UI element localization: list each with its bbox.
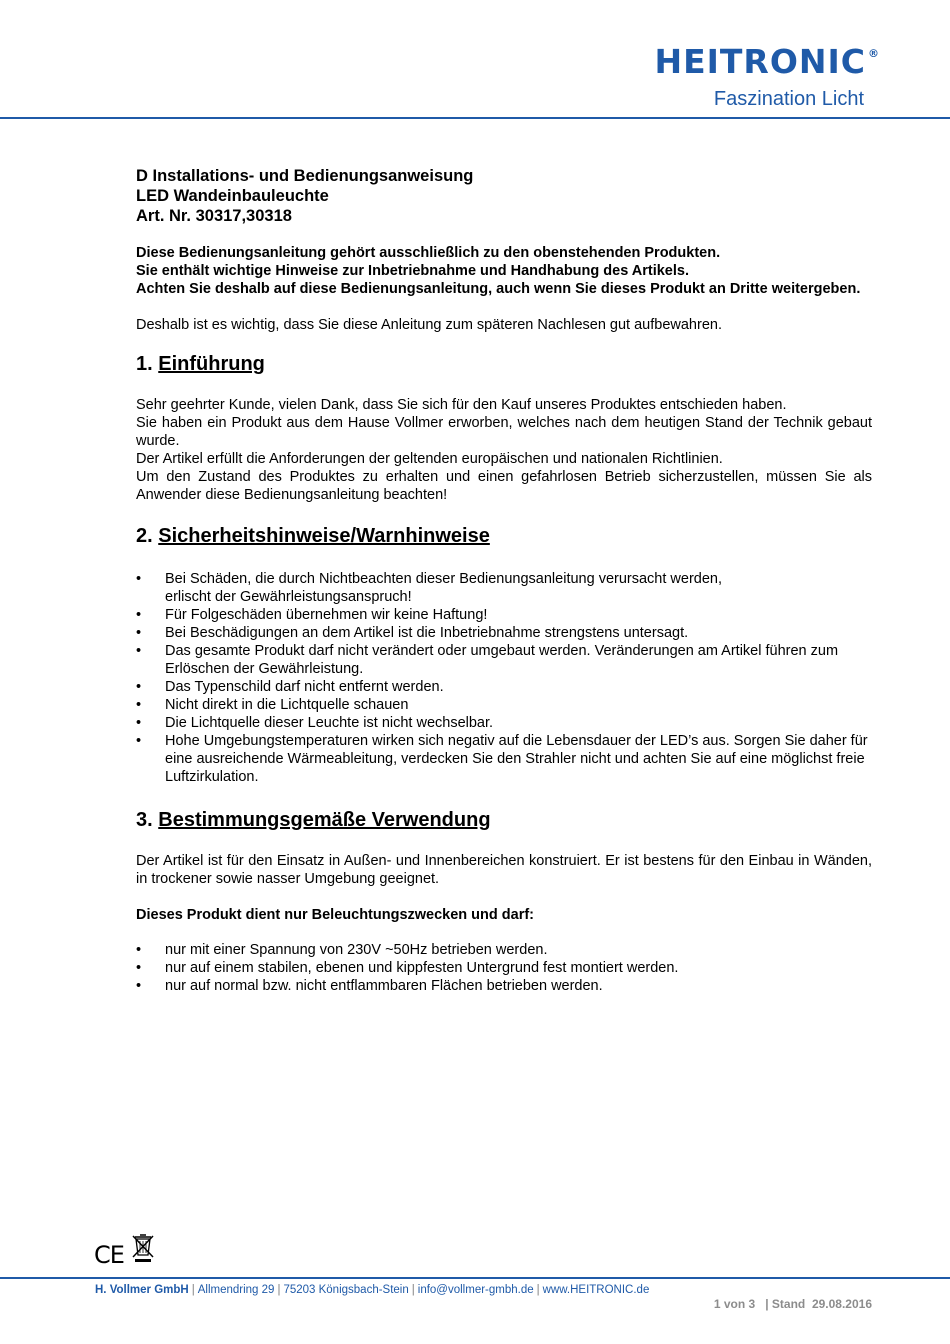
heitronic-logo [654,44,880,110]
section-2-heading: 2. Sicherheitshinweise/Warnhinweise [136,525,490,547]
list-item: • nur mit einer Spannung von 230V ~50Hz betrieben werden. [136,941,872,959]
registered-mark: ® [868,47,880,60]
stand-label: | Stand [765,1297,806,1311]
safety-list [136,570,872,786]
certification-marks [94,1234,154,1267]
intro-note: Deshalb ist es wichtig, dass Sie diese Anleitung zum späteren Nachlesen gut aufbewahren. [136,317,722,333]
list-item: • nur auf normal bzw. nicht entflammbaren Flächen betrieben werden. [136,977,872,995]
crossed-out-bin-icon [132,1234,154,1267]
page-info [714,1297,872,1311]
usage-list [136,941,872,995]
list-item: • Bei Schäden, die durch Nichtbeachten dieser Bedienungsanleitung verursacht werden, erlischt der Gewährleistungsanspruch! [136,570,872,606]
page-number: 1 von 3 [713,1297,756,1311]
section-3-heading: 3. Bestimmungsgemäße Verwendung [136,809,491,831]
list-item: • nur auf einem stabilen, ebenen und kippfesten Untergrund fest montiert werden. [136,959,872,977]
website-link[interactable]: www.HEITRONIC.de [542,1284,650,1296]
section-1-paragraph: Um den Zustand des Produktes zu erhalten und einen gefahrlosen Betrieb sicherzustellen, müssen Sie als Anwender diese Bedienungsanleitung beachten! [136,469,872,503]
stand-date: 29.08.2016 [811,1297,872,1311]
list-item: • Das gesamte Produkt darf nicht verändert oder umgebaut werden. Veränderungen am Artikel führen zum Erlöschen der Gewährleistung. [136,642,872,678]
email-link[interactable]: info@vollmer-gmbh.de [417,1284,534,1296]
intro-block [136,244,872,298]
street-address: Allmendring 29 [197,1284,275,1296]
section-1-paragraph: Sehr geehrter Kunde, vielen Dank, dass Sie sich für den Kauf unseres Produktes entschieden haben. [136,397,787,413]
footer-contact: H. Vollmer GmbH | Allmendring 29 | 75203 Königsbach-Stein | info@vollmer-gmbh.de | www.HEITRONIC.de [95,1284,650,1296]
document-title [136,166,872,226]
list-item: • Für Folgeschäden übernehmen wir keine Haftung! [136,606,872,624]
section-1-body [136,396,872,504]
list-item: • Das Typenschild darf nicht entfernt werden. [136,678,872,696]
section-1-paragraph: Der Artikel erfüllt die Anforderungen der geltenden europäischen und nationalen Richtlinien. [136,451,723,467]
section-1-heading: 1. Einführung [136,353,265,375]
document-body [136,166,872,995]
title-line-3: Art. Nr. 30317,30318 [136,207,292,225]
city: 75203 Königsbach-Stein [283,1284,409,1296]
ce-mark: CE [94,1241,124,1269]
brand-tagline: Faszination Licht [713,88,864,110]
list-item: • Bei Beschädigungen an dem Artikel ist die Inbetriebnahme strengstens untersagt. [136,624,872,642]
section-3-subheading: Dieses Produkt dient nur Beleuchtungszwecken und darf: [136,907,535,923]
list-item: • Hohe Umgebungstemperaturen wirken sich negativ auf die Lebensdauer der LED’s aus. Sorgen Sie daher für eine ausreichende Wärmeableitung, verdecken Sie den Strahler nicht und achten Sie auf eine möglichst freie Luftzirkulation. [136,732,872,786]
intro-line-2: Sie enthält wichtige Hinweise zur Inbetriebnahme und Handhabung des Artikels. [136,263,689,279]
footer-divider [0,1277,950,1279]
title-line-1: D Installations- und Bedienungsanweisung [136,167,474,185]
intro-line-1: Diese Bedienungsanleitung gehört ausschließlich zu den obenstehenden Produkten. [136,245,721,261]
list-item: • Nicht direkt in die Lichtquelle schauen [136,696,872,714]
list-item: • Die Lichtquelle dieser Leuchte ist nicht wechselbar. [136,714,872,732]
section-3-paragraph: Der Artikel ist für den Einsatz in Außen- und Innenbereichen konstruiert. Er ist bestens für den Einbau in Wänden, in trockener sowie nasser Umgebung geeignet. [136,853,872,887]
section-1-paragraph: Sie haben ein Produkt aus dem Hause Vollmer erworben, welches nach dem heutigen Stand der Technik gebaut wurde. [136,415,872,449]
header-divider [0,117,950,119]
intro-line-3: Achten Sie deshalb auf diese Bedienungsanleitung, auch wenn Sie dieses Produkt an Dritte weitergeben. [136,281,861,297]
title-line-2: LED Wandeinbauleuchte [136,187,329,205]
brand-name: HEITRONIC ® [654,42,880,81]
company-name: H. Vollmer GmbH [95,1284,189,1296]
